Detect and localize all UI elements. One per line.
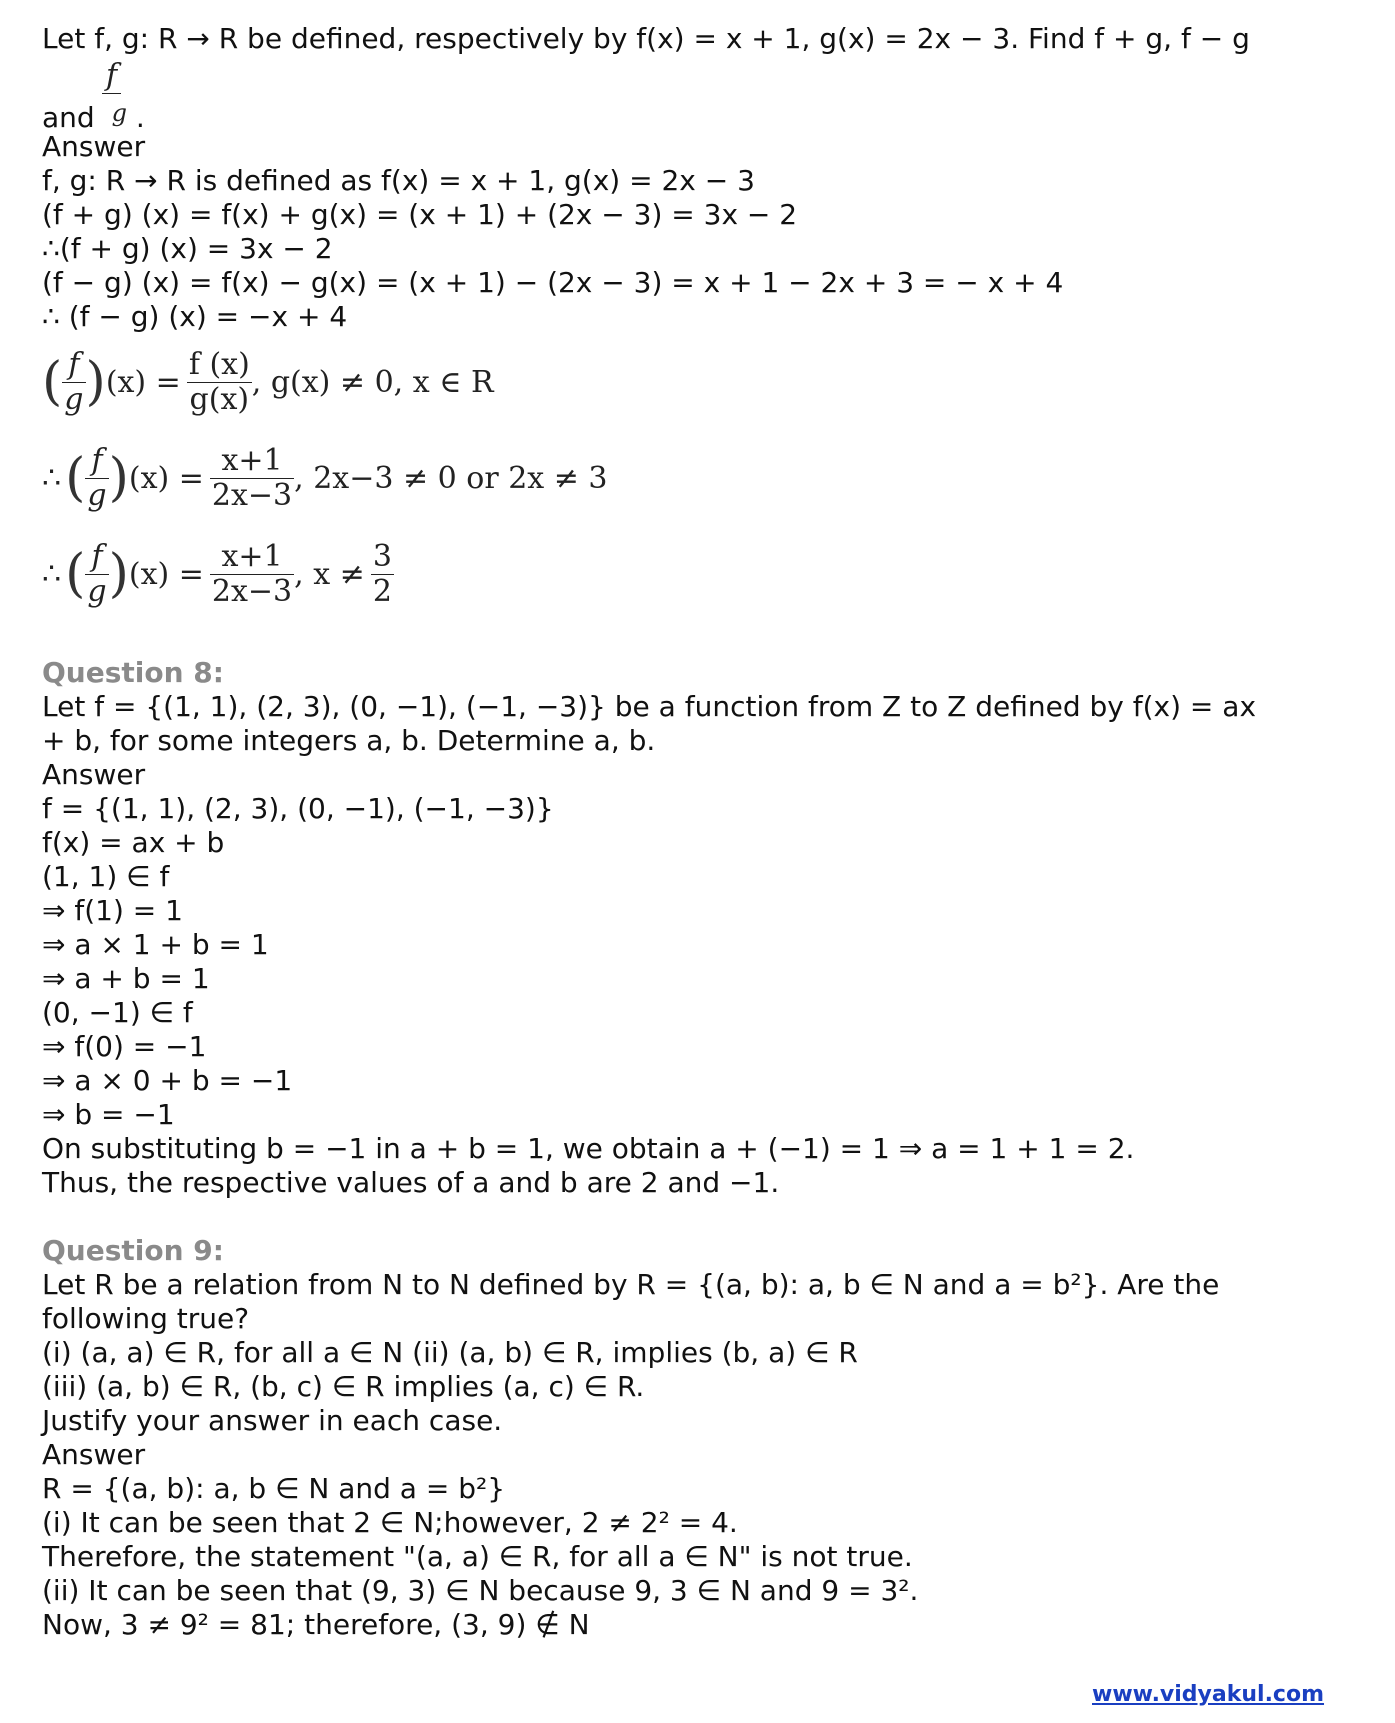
q9-statement-line2: following true?: [42, 1302, 250, 1335]
q8-answer-line: (1, 1) ∈ f: [42, 860, 170, 893]
q9-answer-label: Answer: [42, 1438, 146, 1471]
document-page: [42, 22, 1332, 1642]
q7-period: .: [135, 101, 145, 134]
q8-answer-line: ⇒ a × 0 + b = −1: [42, 1064, 293, 1097]
q8-statement-line2: + b, for some integers a, b. Determine a, b.: [42, 724, 656, 757]
q9-statement-line3: (i) (a, a) ∈ R, for all a ∈ N (ii) (a, b) ∈ R, implies (b, a) ∈ R: [42, 1336, 858, 1369]
q7-fraction-numerator-row: [42, 56, 1332, 96]
eq2-num: x+1: [210, 444, 294, 479]
eq3-num: x+1: [210, 540, 294, 575]
q8-answer-line: ⇒ a × 1 + b = 1: [42, 928, 269, 961]
q7-equation-3: [42, 526, 1332, 622]
q8-answer-line: f(x) = ax + b: [42, 826, 225, 859]
eq1-rhs-fraction: [187, 348, 252, 417]
eq2-den: 2x−3: [211, 477, 293, 513]
eq1-lhs-den: g: [64, 381, 84, 417]
q7-frac-den: g: [111, 99, 127, 127]
q9-answer-line5: Now, 3 ≠ 9² = 81; therefore, (3, 9) ∉ N: [42, 1608, 590, 1641]
q7-answer-label: Answer: [42, 130, 146, 163]
q9-answer-line4: (ii) It can be seen that (9, 3) ∈ N because 9, 3 ∈ N and 9 = 3².: [42, 1574, 919, 1607]
q9-statement-line1: Let R be a relation from N to N defined by R = {(a, b): a, b ∈ N and a = b²}. Are the: [42, 1268, 1220, 1301]
q9-statement-line5: Justify your answer in each case.: [42, 1404, 503, 1437]
q8-answer-line: ⇒ f(0) = −1: [42, 1030, 207, 1063]
vidyakul-link[interactable]: www.vidyakul.com: [1092, 1682, 1325, 1707]
q7-statement-line2: [42, 96, 1332, 134]
eq1-tail: , g(x) ≠ 0, x ∈ R: [251, 364, 494, 400]
eq2-lhs-num: f: [85, 444, 108, 479]
eq3-lhs-den: g: [87, 573, 107, 609]
close-paren: ): [108, 544, 129, 604]
eq3-tail-fraction: [371, 540, 394, 609]
q7-answer-line2: (f + g) (x) = f(x) + g(x) = (x + 1) + (2x − 3) = 3x − 2: [42, 198, 798, 231]
question-8-title: Question 8:: [42, 656, 224, 689]
q7-statement-line1: Let f, g: R → R be defined, respectively by f(x) = x + 1, g(x) = 2x − 3. Find f + g, f − g: [42, 22, 1250, 55]
eq2-lhs-fraction: [85, 444, 108, 513]
q7-answer-line5: ∴ (f − g) (x) = −x + 4: [42, 300, 348, 333]
open-paren: (: [65, 448, 86, 508]
q8-answer-line: (0, −1) ∈ f: [42, 996, 193, 1029]
spacer: [42, 1200, 1332, 1234]
q9-answer-line3: Therefore, the statement "(a, a) ∈ R, for all a ∈ N" is not true.: [42, 1540, 913, 1573]
q8-answer-label: Answer: [42, 758, 146, 791]
q8-answer-lines: [42, 792, 1332, 1200]
q8-answer-line: On substituting b = −1 in a + b = 1, we obtain a + (−1) = 1 ⇒ a = 1 + 1 = 2.: [42, 1132, 1135, 1165]
eq3-after-paren: (x) =: [128, 556, 204, 592]
eq3-rhs-fraction: [210, 540, 294, 609]
eq3-lhs-num: f: [85, 540, 108, 575]
q9-answer-line2: (i) It can be seen that 2 ∈ N;however, 2 ≠ 2² = 4.: [42, 1506, 738, 1539]
eq3-therefore: ∴: [42, 556, 62, 592]
eq2-therefore: ∴: [42, 460, 62, 496]
q8-answer-line: f = {(1, 1), (2, 3), (0, −1), (−1, −3)}: [42, 792, 554, 825]
eq2-lhs-den: g: [87, 477, 107, 513]
eq3-lhs-fraction: [85, 540, 108, 609]
q8-statement-line1: Let f = {(1, 1), (2, 3), (0, −1), (−1, −3)} be a function from Z to Z defined by f(x) = ax: [42, 690, 1257, 723]
open-paren: (: [65, 544, 86, 604]
q7-answer-line1: f, g: R → R is defined as f(x) = x + 1, g(x) = 2x − 3: [42, 164, 755, 197]
q8-answer-line: ⇒ b = −1: [42, 1098, 175, 1131]
eq1-lhs-num: f: [62, 348, 85, 383]
q9-answer-line1: R = {(a, b): a, b ∈ N and a = b²}: [42, 1472, 506, 1505]
q7-answer-line4: (f − g) (x) = f(x) − g(x) = (x + 1) − (2x − 3) = x + 1 − 2x + 3 = − x + 4: [42, 266, 1064, 299]
eq2-tail: , 2x−3 ≠ 0 or 2x ≠ 3: [294, 460, 608, 496]
question-9-title: Question 9:: [42, 1234, 224, 1267]
eq3-tail: , x ≠: [294, 556, 365, 592]
q7-and-word: and: [42, 101, 95, 134]
eq2-after-paren: (x) =: [128, 460, 204, 496]
q7-equation-1: [42, 334, 1332, 430]
eq3-tail-num: 3: [372, 538, 392, 574]
eq1-num: f (x): [188, 346, 250, 382]
q8-answer-line: ⇒ a + b = 1: [42, 962, 210, 995]
spacer: [42, 622, 1332, 656]
eq1-den: g(x): [189, 381, 250, 417]
q9-statement-line4: (iii) (a, b) ∈ R, (b, c) ∈ R implies (a, c) ∈ R.: [42, 1370, 645, 1403]
q7-answer-line3: ∴(f + g) (x) = 3x − 2: [42, 232, 333, 265]
q7-frac-num: f: [102, 59, 121, 94]
eq1-lhs-fraction: [62, 348, 85, 417]
q7-equation-2: [42, 430, 1332, 526]
eq1-after-paren: (x) =: [105, 364, 181, 400]
eq3-den: 2x−3: [211, 573, 293, 609]
q8-answer-line: ⇒ f(1) = 1: [42, 894, 183, 927]
close-paren: ): [85, 352, 106, 412]
q8-answer-line: Thus, the respective values of a and b are 2 and −1.: [42, 1166, 780, 1199]
eq3-tail-den: 2: [372, 573, 392, 609]
close-paren: ): [108, 448, 129, 508]
eq2-rhs-fraction: [210, 444, 294, 513]
open-paren: (: [42, 352, 63, 412]
